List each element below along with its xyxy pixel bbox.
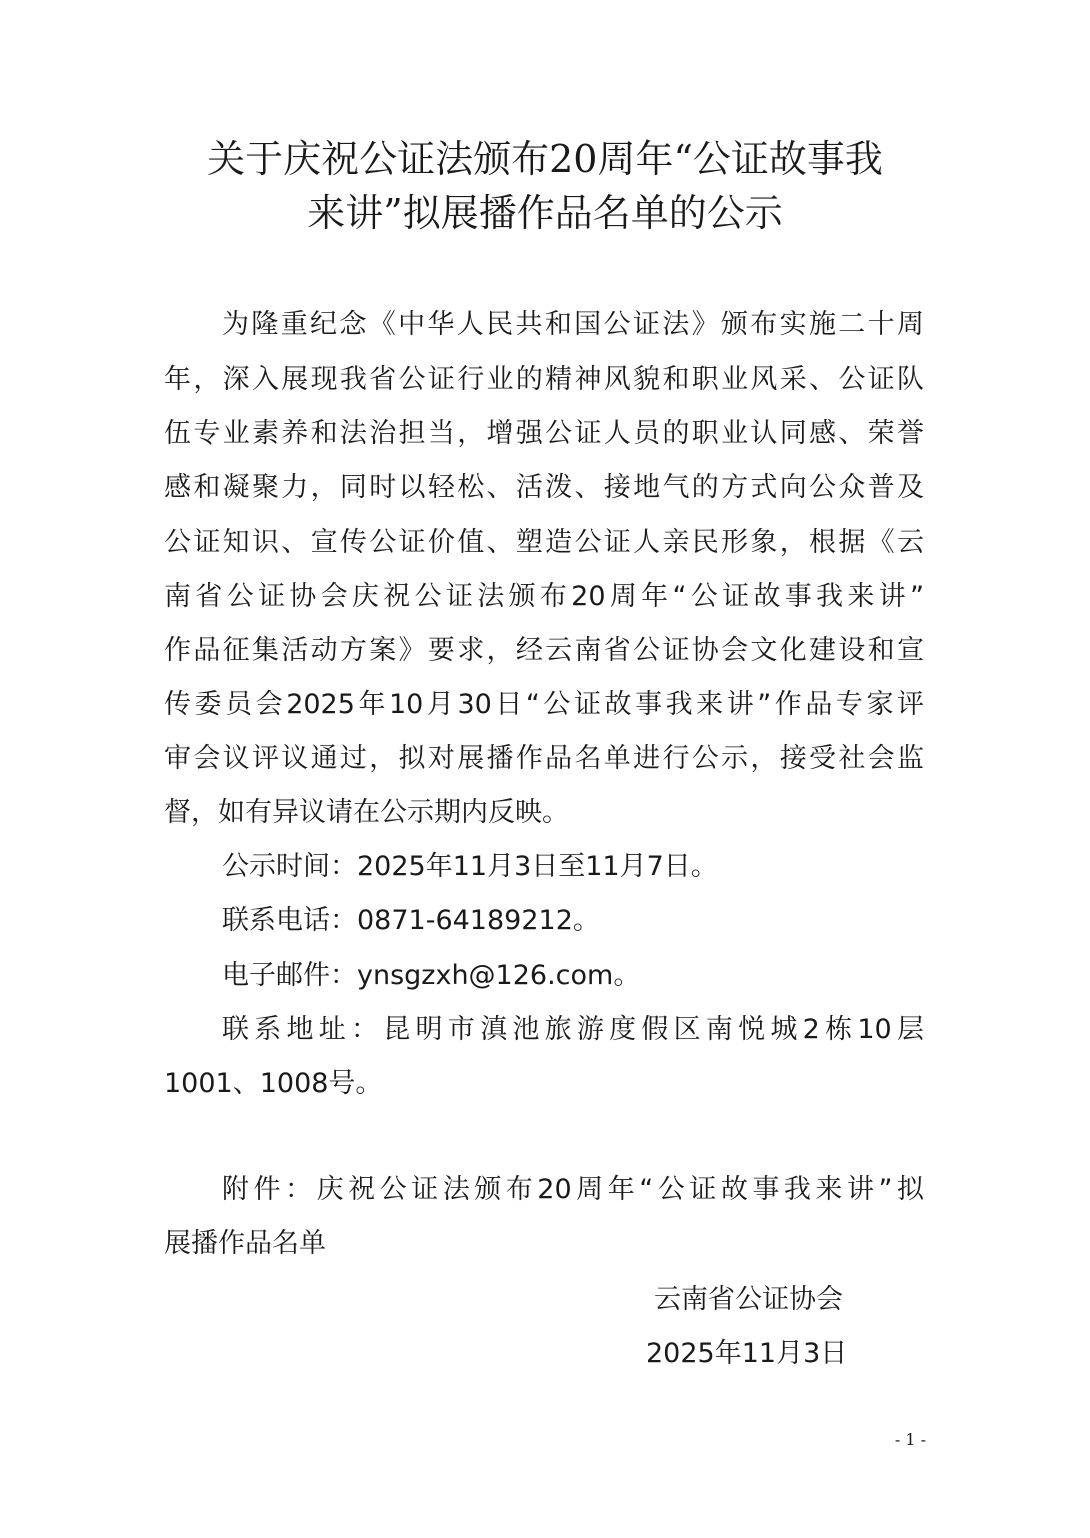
signature-organization: 云南省公证协会 [654,1284,843,1315]
paragraph-line: 年，深入展现我省公证行业的精神风貌和职业风采、公证队 [164,364,924,395]
paragraph-line: 公证知识、宣传公证价值、塑造公证人亲民形象，根据《云 [164,527,924,558]
page-number: - 1 - [894,1430,926,1449]
paragraph-line: 审会议评议通过，拟对展播作品名单进行公示，接受社会监 [164,743,924,774]
contact-phone: 联系电话：0871-64189212。 [222,905,600,936]
paragraph-line: 感和凝聚力，同时以轻松、活泼、接地气的方式向公众普及 [164,472,924,503]
document-title-line-2: 来讲”拟展播作品名单的公示 [307,191,783,235]
paragraph-line: 伍专业素养和法治担当，增强公证人员的职业认同感、荣誉 [164,418,924,449]
paragraph-line: 南省公证协会庆祝公证法颁布20周年“公证故事我来讲” [164,581,924,612]
address-line: 联系地址：昆明市滇池旅游度假区南悦城2栋10层 [222,1014,924,1045]
attachment-line: 附件：庆祝公证法颁布20周年“公证故事我来讲”拟 [222,1174,924,1205]
paragraph-line: 督，如有异议请在公示期内反映。 [164,797,569,828]
contact-email: 电子邮件：ynsgzxh@126.com。 [222,960,641,991]
signature-date: 2025年11月3日 [646,1338,848,1369]
notice-period: 公示时间：2025年11月3日至11月7日。 [222,851,718,882]
document-title-line-1: 关于庆祝公证法颁布20周年“公证故事我 [207,137,883,181]
paragraph-line: 为隆重纪念《中华人民共和国公证法》颁布实施二十周 [222,309,924,340]
paragraph-line: 作品征集活动方案》要求，经云南省公证协会文化建设和宣 [164,635,924,666]
paragraph-line: 传委员会2025年10月30日“公证故事我来讲”作品专家评 [164,689,924,720]
address-line: 1001、1008号。 [164,1068,383,1099]
attachment-line: 展播作品名单 [164,1228,326,1259]
